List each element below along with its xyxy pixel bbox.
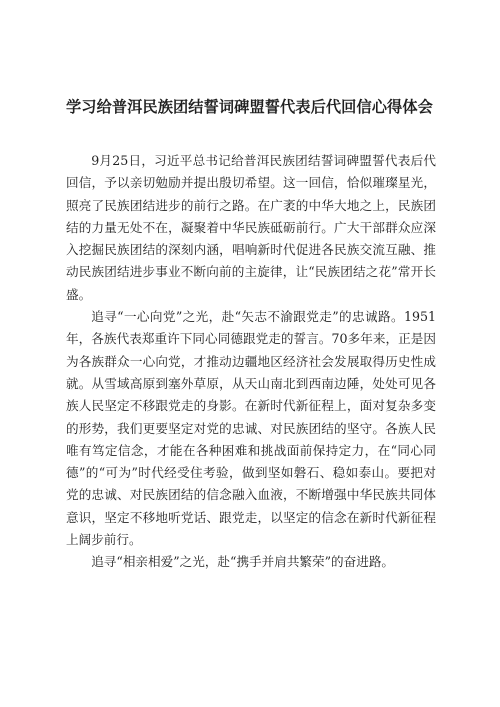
paragraph-2: 追寻“一心向党”之光，赴“矢志不渝跟党走”的忠诚路。1951年，各族代表郑重许下同心同德跟党走的誓言。70多年来，正是因为各族群众一心向党，才推动边疆地区经济社会发展取得历史性成就。从雪域高原到塞外草原，从天山南北到西南边陲，处处可见各族人民坚定不移跟党走的身影。在新时代新征程上，面对复杂多变的形势，我们更要坚定对党的忠诚、对民族团结的坚守。各族人民唯有笃定信念，才能在各种困难和挑战面前保持定力，在“同心同德”的“可为”时代经受住考验，做到坚如磐石、稳如泰山。要把对党的忠诚、对民族团结的信念融入血液，不断增强中华民族共同体意识，坚定不移地听党话、跟党走，以坚定的信念在新时代新征程上阔步前行。 (66, 309, 436, 548)
paragraph-1: 9月25日，习近平总书记给普洱民族团结誓词碑盟誓代表后代回信，予以亲切勉励并提出殷切希望。这一回信，恰似璀璨星光，照亮了民族团结进步的前行之路。在广袤的中华大地之上，民族团结的力量无处不在，凝聚着中华民族砥砺前行。广大干部群众应深入挖掘民族团结的深刻内涵，唱响新时代促进各民族交流互融、推动民族团结进步事业不断向前的主旋律，让“民族团结之花”常开长盛。 (66, 153, 436, 302)
document-body (66, 150, 436, 574)
paragraph-3: 追寻“相亲相爱”之光，赴“携手并肩共繁荣”的奋进路。 (91, 554, 395, 570)
document-title: 学习给普洱民族团结誓词碑盟誓代表后代回信心得体会 (66, 98, 433, 116)
